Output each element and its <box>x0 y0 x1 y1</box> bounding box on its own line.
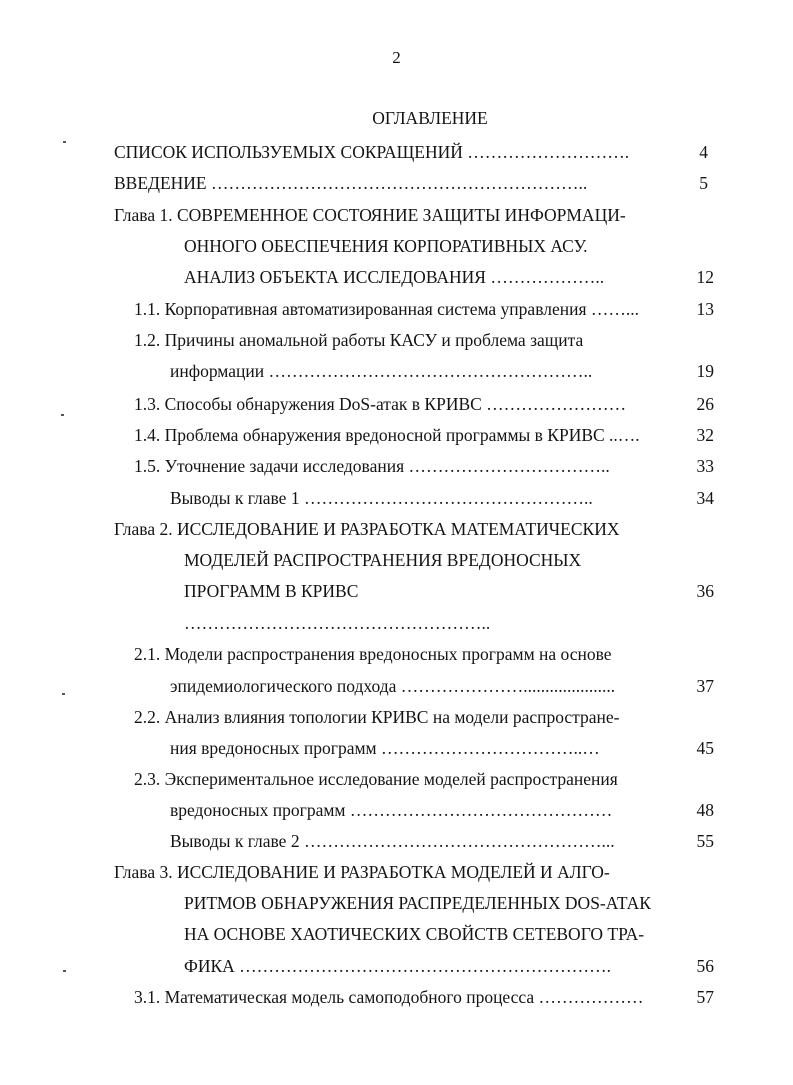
toc-page-chapter-1: 12 <box>696 267 714 287</box>
toc-page-section-1-3: 26 <box>696 394 714 414</box>
scan-speck <box>63 970 66 972</box>
toc-entry-section-1-4: 1.4. Проблема обнаружения вредоносной программы в КРИВС ..…. <box>134 425 640 445</box>
toc-entry-chapter-2-line-3: ПРОГРАММ В КРИВС <box>184 581 359 601</box>
toc-entry-chapter-2-line-2: МОДЕЛЕЙ РАСПРОСТРАНЕНИЯ ВРЕДОНОСНЫХ <box>184 550 582 570</box>
toc-entry-chapter-2: Глава 2. ИССЛЕДОВАНИЕ И РАЗРАБОТКА МАТЕМАТИЧЕСКИХ <box>114 519 620 539</box>
toc-page-chapter-3: 56 <box>696 956 714 976</box>
page-number: 2 <box>392 48 401 67</box>
toc-entry-section-2-2: 2.2. Анализ влияния топологии КРИВС на модели распростране- <box>134 707 620 727</box>
toc-entry-conclusions-1: Выводы к главе 1 ………………………………………….. <box>170 488 593 508</box>
toc-entry-section-1-5: 1.5. Уточнение задачи исследования …………………………….. <box>134 456 610 476</box>
toc-page-section-2-1: 37 <box>696 676 714 696</box>
toc-page-chapter-2: 36 <box>696 581 714 601</box>
toc-entry-conclusions-2: Выводы к главе 2 ……………………………………………... <box>170 831 615 851</box>
toc-entry-chapter-3: Глава 3. ИССЛЕДОВАНИЕ И РАЗРАБОТКА МОДЕЛЕЙ И АЛГО- <box>114 862 610 882</box>
toc-page-section-1-2: 19 <box>696 361 714 381</box>
scan-speck <box>62 693 65 695</box>
toc-entry-section-2-1-line-2: эпидемиологического подхода …………………..................... <box>170 676 616 696</box>
toc-page-section-3-1: 57 <box>696 987 714 1007</box>
toc-page-section-2-3: 48 <box>696 800 714 820</box>
toc-entry-chapter-3-line-3: НА ОСНОВЕ ХАОТИЧЕСКИХ СВОЙСТВ СЕТЕВОГО ТРА- <box>184 924 645 944</box>
toc-entry-chapter-1-line-3: АНАЛИЗ ОБЪЕКТА ИССЛЕДОВАНИЯ ……………….. <box>184 267 605 287</box>
toc-entry-chapter-3-line-4: ФИКА ………………………………………………………. <box>184 956 612 976</box>
toc-entry-section-1-3: 1.3. Способы обнаружения DoS-атак в КРИВС …………………… <box>134 394 627 414</box>
toc-entry-section-1-1: 1.1. Корпоративная автоматизированная система управления ……... <box>134 299 640 319</box>
toc-entry-chapter-1-line-2: ОННОГО ОБЕСПЕЧЕНИЯ КОРПОРАТИВНЫХ АСУ. <box>184 236 588 256</box>
toc-entry-section-2-1: 2.1. Модели распространения вредоносных программ на основе <box>134 644 612 664</box>
toc-entry-section-2-3-line-2: вредоносных программ ……………………………………… <box>170 800 613 820</box>
toc-entry-section-1-2-line-2: информации ……………………………………………….. <box>170 361 593 381</box>
toc-entry-section-2-2-line-2: ния вредоносных программ ……………………………..… <box>170 738 600 758</box>
toc-page-introduction: 5 <box>699 173 708 193</box>
toc-entry-section-3-1: 3.1. Математическая модель самоподобного процесса ……………… <box>134 987 644 1007</box>
toc-entry-abbreviations: СПИСОК ИСПОЛЬЗУЕМЫХ СОКРАЩЕНИЙ ………………………. <box>114 142 630 162</box>
toc-page-section-1-5: 33 <box>696 456 714 476</box>
toc-page-section-1-4: 32 <box>696 425 714 445</box>
toc-entry-chapter-1: Глава 1. СОВРЕМЕННОЕ СОСТОЯНИЕ ЗАЩИТЫ ИНФОРМАЦИ- <box>114 205 626 225</box>
toc-page-section-1-1: 13 <box>696 299 714 319</box>
scan-speck <box>63 141 66 143</box>
toc-entry-section-2-3: 2.3. Экспериментальное исследование моделей распространения <box>134 769 618 789</box>
toc-page-abbreviations: 4 <box>699 142 708 162</box>
toc-entry-section-1-2: 1.2. Причины аномальной работы КАСУ и проблема защита <box>134 330 584 350</box>
scan-speck <box>61 414 64 416</box>
toc-entry-chapter-3-line-2: РИТМОВ ОБНАРУЖЕНИЯ РАСПРЕДЕЛЕННЫХ DOS-АТАК <box>184 893 651 913</box>
toc-title: ОГЛАВЛЕНИЕ <box>372 108 488 128</box>
toc-page-section-2-2: 45 <box>696 738 714 758</box>
toc-page-conclusions-2: 55 <box>696 831 714 851</box>
toc-entry-introduction: ВВЕДЕНИЕ ……………………………………………………….. <box>114 173 588 193</box>
toc-entry-chapter-2-leader: …………………………………………….. <box>184 613 491 633</box>
toc-page-conclusions-1: 34 <box>696 488 714 508</box>
